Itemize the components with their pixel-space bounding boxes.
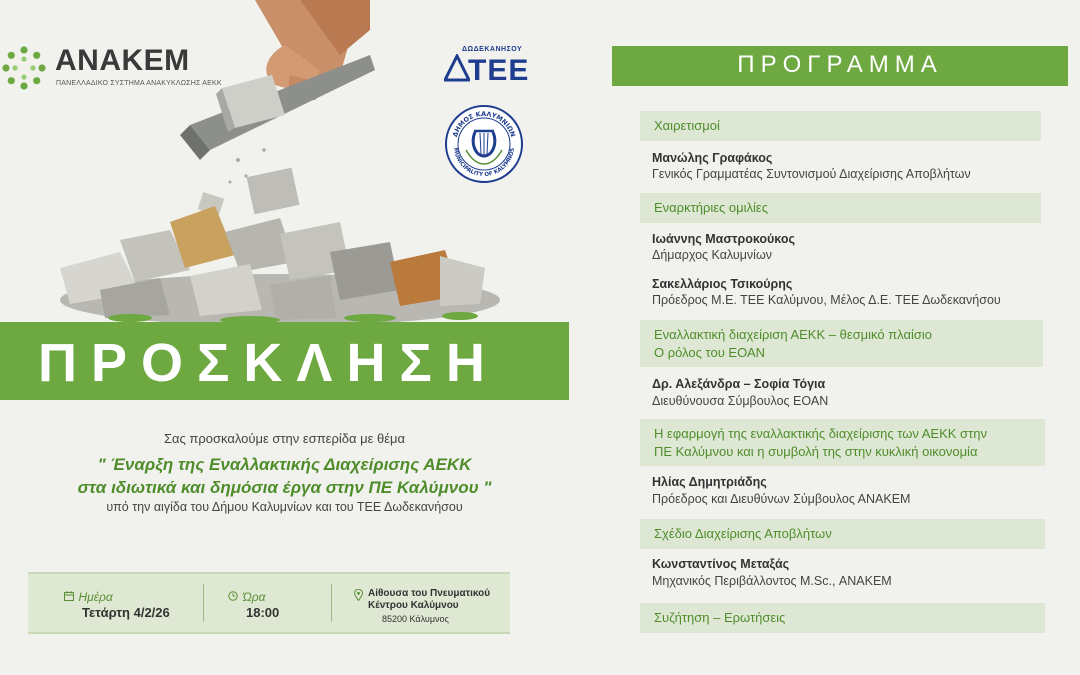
section-title: Σχέδιο Διαχείρισης Αποβλήτων: [654, 526, 832, 541]
time-cell: [228, 574, 328, 632]
event-title: [0, 453, 569, 499]
section-title-line2: ΠΕ Καλύμνου και η συμβολή της στην κυκλική οικονομία: [654, 444, 978, 459]
venue-postal: 85200 Κάλυμνος: [382, 614, 449, 624]
calendar-icon: [64, 591, 74, 601]
speaker-role: Πρόεδρος Μ.Ε. ΤΕΕ Καλύμνου, Μέλος Δ.Ε. ΤΕΕ Δωδεκανήσου: [652, 293, 1001, 307]
tee-name: ΤΕΕ: [468, 54, 530, 87]
speaker-role: Μηχανικός Περιβάλλοντος M.Sc., ΑΝΑΚΕΜ: [652, 574, 892, 588]
program-section: [640, 320, 1043, 367]
speaker-role: Γενικός Γραμματέας Συντονισμού Διαχείρισης Αποβλήτων: [652, 167, 971, 181]
speaker-role: Διευθύνουσα Σύμβουλος ΕΟΑΝ: [652, 394, 829, 408]
section-title-line1: Εναλλακτική διαχείριση ΑΕΚΚ – θεσμικό πλαίσιο: [654, 327, 933, 342]
clock-icon: [228, 591, 238, 601]
rubble-hero-image: [40, 0, 510, 325]
program-title: ΠΡΟΓΡΑΜΜΑ: [737, 51, 943, 78]
date-value: Τετάρτη 4/2/26: [82, 605, 170, 620]
seal-bottom-text: MUNICIPALITY OF KALYMNOS: [451, 147, 516, 179]
seal-top-text: ΔΗΜΟΣ ΚΑΛΥΜΝΙΩΝ: [451, 109, 517, 138]
speaker-name: Κωνσταντίνος Μεταξάς: [652, 557, 790, 571]
program-section: [640, 519, 1045, 549]
section-title-line2: Ο ρόλος του ΕΟΑΝ: [654, 345, 766, 360]
speaker-name: Δρ. Αλεξάνδρα – Σοφία Τόγια: [652, 377, 826, 391]
location-pin-icon: [354, 589, 363, 601]
anakem-name: ΑΝΑΚΕΜ: [55, 44, 190, 77]
divider: [331, 584, 332, 622]
program-section: [640, 419, 1045, 466]
program-section: [640, 603, 1045, 633]
program-section: [640, 193, 1041, 223]
time-label: Ώρα: [242, 590, 266, 604]
invitation-title: ΠΡΟΣΚΛΗΣΗ: [38, 333, 499, 393]
program-section: [640, 111, 1041, 141]
date-label: Ημέρα: [78, 590, 113, 604]
speaker-name: Ηλίας Δημητριάδης: [652, 475, 767, 489]
speaker-name: Μανώλης Γραφάκος: [652, 151, 773, 165]
event-title-line1: " Έναρξη της Εναλλακτικής Διαχείρισης ΑΕΚΚ: [97, 455, 472, 474]
speaker-name: Ιωάννης Μαστροκούκος: [652, 232, 795, 246]
venue-line2: Κέντρου Καλύμνου: [368, 600, 459, 611]
auspices-text: υπό την αιγίδα του Δήμου Καλυμνίων και του ΤΕΕ Δωδεκανήσου: [106, 500, 463, 514]
event-title-line2: στα ιδιωτικά και δημόσια έργα στην ΠΕ Καλύμνου ": [77, 478, 492, 497]
speaker-role: Δήμαρχος Καλυμνίων: [652, 248, 772, 262]
section-title-line1: Η εφαρμογή της εναλλακτικής διαχείρισης των ΑΕΚΚ στην: [654, 426, 987, 441]
venue-line1: Αίθουσα του Πνευματικού: [368, 588, 491, 599]
invitation-intro: Σας προσκαλούμε στην εσπερίδα με θέμα: [163, 431, 406, 446]
section-title: Χαιρετισμοί: [654, 118, 720, 133]
tee-top-text: ΔΩΔΕΚΑΝΗΣΟΥ: [462, 46, 523, 53]
anakem-tagline: ΠΑΝΕΛΛΑΔΙΚΟ ΣΥΣΤΗΜΑ ΑΝΑΚΥΚΛΩΣΗΣ ΑΕΚΚ: [56, 80, 222, 87]
section-title: Συζήτηση – Ερωτήσεις: [654, 610, 786, 625]
speaker-name: Σακελλάριος Τσικούρης: [652, 277, 793, 291]
speaker-role: Πρόεδρος και Διευθύνων Σύμβουλος ΑΝΑΚΕΜ: [652, 492, 911, 506]
section-title: Εναρκτήριες ομιλίες: [654, 200, 768, 215]
venue-cell: [354, 574, 504, 632]
divider: [203, 584, 204, 622]
date-cell: [64, 574, 204, 632]
event-details-box: [28, 572, 510, 634]
time-value: 18:00: [246, 605, 280, 620]
